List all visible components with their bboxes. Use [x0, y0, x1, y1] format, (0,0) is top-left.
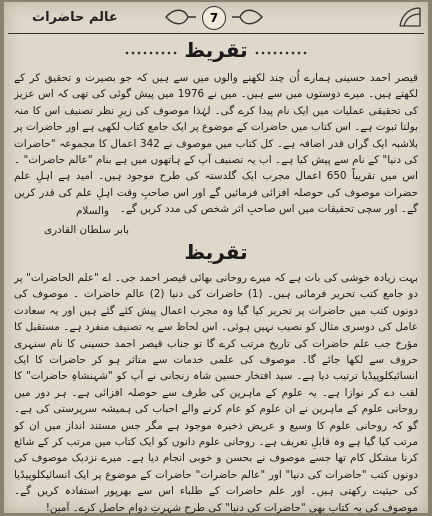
page-number: 7: [202, 6, 226, 30]
closing-salutation: والسلام: [76, 205, 109, 217]
section-2-paragraph: بہت زیادہ خوشی کی بات ہے کہ میرے روحانی بھائی قیصر احمد جی۔ اے "علم الحاضرات" پر دو جامع کتب تحریر فرمائی ہیں۔ (1) حاضرات کی دنیا (2) عالم حاضرات ۔ موصوف کی دونوں کتب میں حاضرات پر تحریر کیا گیا وہ مجرب اعمال پیش کئے گئے ہیں اور یہ سعادت عامل کی دوسری مثال کو نصیب نہیں ہوئی۔ اس لحاظ سے یہ تصنیف منفرد ہے۔ مستقبل کا مؤرخ جب علم حاضرات کی تاریخ مرتب کرے گا تو جناب قیصر احمد حسینی کا نام سنہری حروف سے لکھا جائے گا۔ موصوف کی علمی خدمات سے متاثر ہو کر حاضرات کا ایک انسائیکلوپیڈیا ترتیب دیا ہے۔ سید افتخار حسین شاہ زنجانی نے آپ کو "شہنشاہِ حاضرات" کا لقب دے کر نوازا ہے۔ یہ علوم کے ماہرین کی طرف سے حوصلہ افزائی ہے۔ ہر دور میں روحانی علوم کے ماہرین نے ان علوم کو عام کرنے والے احباب کی ہمیشہ سرپرستی کی ہے۔ گو کہ روحانی علوم کا وسیع و عریض ذخیرہ موجود ہے مگر جس مستند انداز میں ان کو مرتب کیا گیا ہے وہ قابلِ تعریف ہے۔ روحانی علوم دانوں کو ایک کتاب میں مرتب کر کے شائع کرنا مشکل کام تھا جسے موصوف نے بحسن و خوبی انجام دیا ہے۔ میرے نزدیک موصوف کی دونوں کتب "حاضرات کی دنیا" اور "عالم حاضرات" حاضرات کے موضوع پر ایک انسائیکلوپیڈیا کی حیثیت رکھتی ہیں۔ اور علم حاضرات کے طلباء اس سے بھرپور استفادہ کریں گے۔ موصوف کی یہ کتاب بھی "حاضرات کی دنیا" کی طرح شہرتِ دوام حاصل کرے۔ آمین!: [14, 272, 419, 514]
section-1-title: تقریظ: [184, 38, 248, 62]
section-2-title: تقریظ: [184, 240, 248, 264]
running-header-title: عالم حاضرات: [32, 10, 118, 25]
header-rule: [8, 33, 424, 34]
page-header: [4, 2, 428, 36]
left-header-ornament: [164, 6, 198, 28]
corner-ornament-icon: [396, 4, 424, 30]
right-header-ornament: [230, 6, 264, 28]
book-page: [4, 2, 428, 513]
author-signature: بابر سلطان القادری: [44, 224, 130, 236]
title-dots-right: [254, 50, 308, 56]
section-1-paragraph: قیصر احمد حسینی ہمارے اُن چند لکھنے والوں میں سے ہیں کہ جو بصیرت و تحقیق کر کے لکھتے ہیں۔ میرے دوستوں میں سے ہیں۔ میں نے 1976 میں پیش گوئی کی تھی کہ اس عزیز کی تحقیقی عملیات میں ایک نام پیدا کرے گی۔ لہٰذا موصوف کی زیرِ نظر تصنیف اس کا منہ بولتا ثبوت ہے۔ اس کتاب میں حاضرات کے موضوع پر ایک جامع کتاب لکھی ہے اور حاضرات پر بلاشبہ ایک گراں قدر اضافہ ہے۔ کل کتاب میں موصوف نے 342 اعمال کا مجموعہ "حاضرات کی دنیا" کے نام سے پیش کیا ہے۔ اب یہ تصنیف آپ کے ہاتھوں میں ہے بنام "عالم حاضرات" ۔ اس میں تقریباً 650 اعمال مجرب ایک گلدستہ کی طرح موجود ہیں۔ امید ہے اہلِ علم حضرات موصوف کی حوصلہ افزائی فرمائیں گے اور اس صاحبِ وقت اہلِ علم کی قدر کریں گے۔ اور سچی تحقیقات میں اس صاحبِ اثر شخص کی مدد کریں گے۔: [13, 72, 418, 216]
